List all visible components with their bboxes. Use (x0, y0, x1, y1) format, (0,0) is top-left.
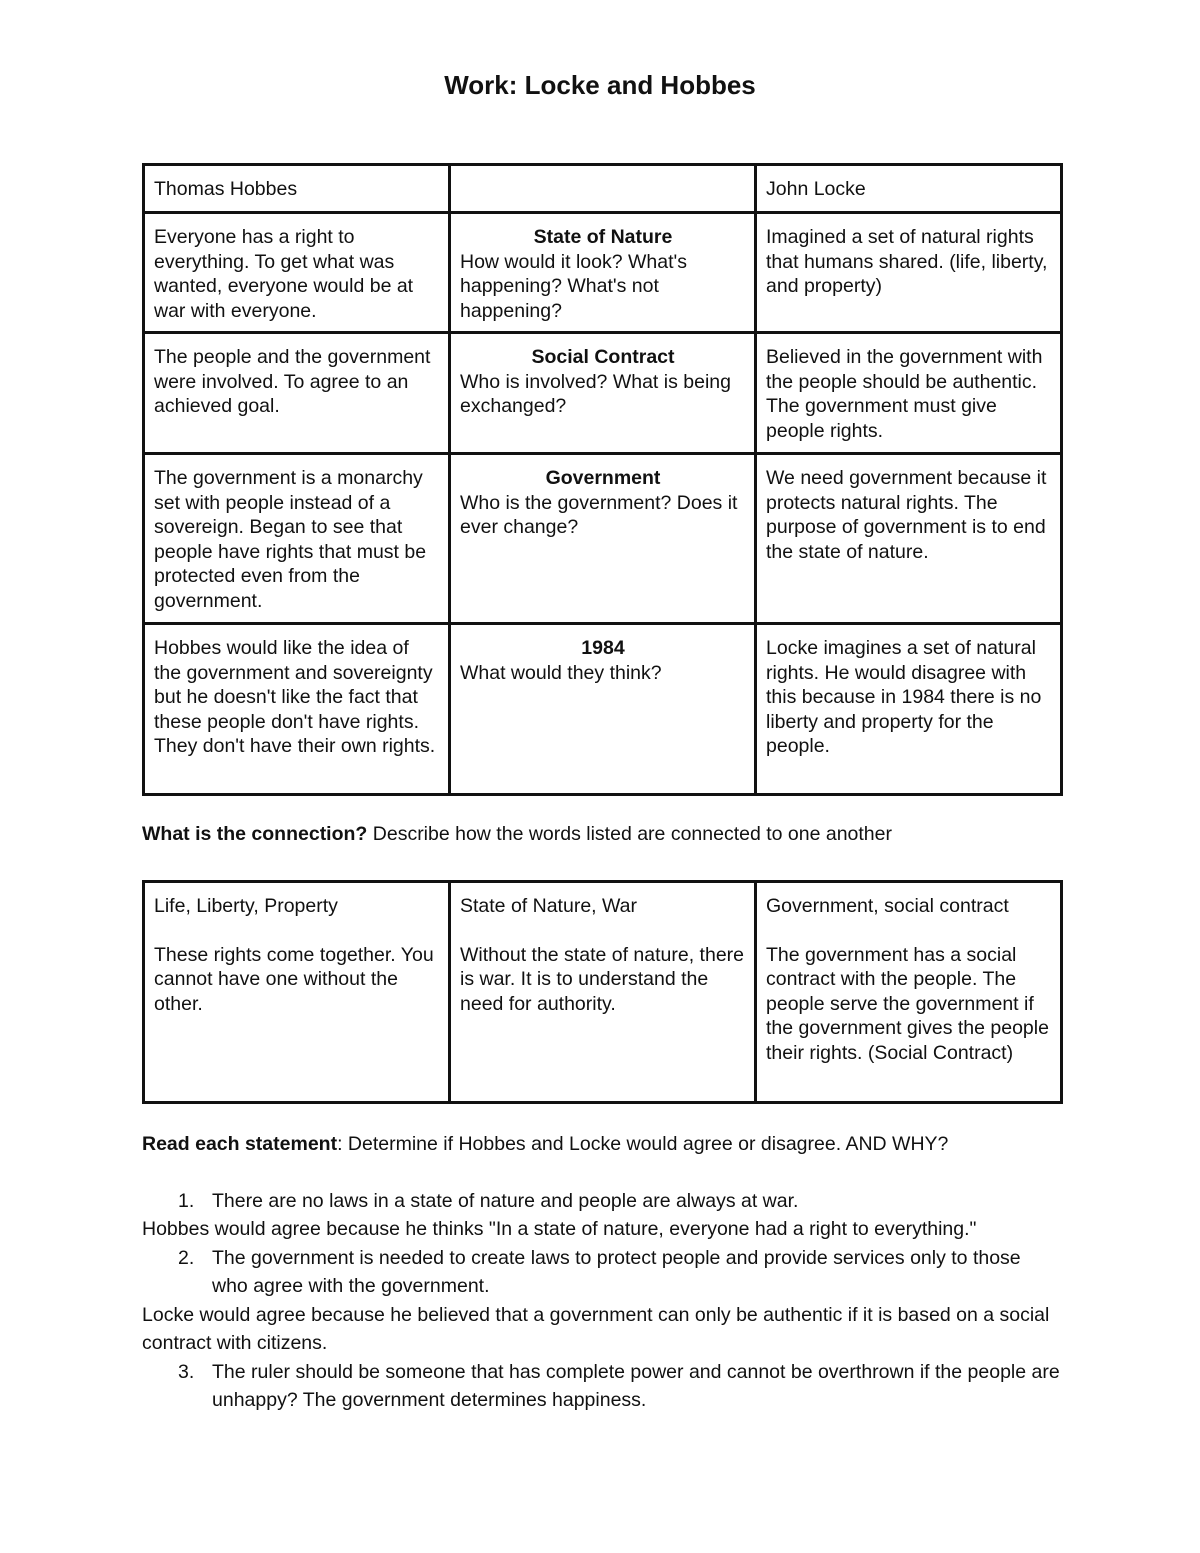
statement-text: There are no laws in a state of nature and people are always at war. (212, 1189, 799, 1212)
topic-heading: Social Contract (531, 346, 675, 368)
hobbes-cell: The government is a monarchy set with people instead of a sovereign. Began to see that people have rights that must be protected even from the government. (144, 454, 450, 624)
comparison-table (142, 163, 1063, 796)
statement-number: 3. (178, 1360, 195, 1383)
header-topic (450, 165, 756, 213)
header-locke: John Locke (756, 165, 1062, 213)
hobbes-cell: The people and the government were involved. To agree to an achieved goal. (144, 333, 450, 454)
locke-cell: We need government because it protects natural rights. The purpose of government is to end the state of nature. (756, 454, 1062, 624)
connection-table (142, 880, 1063, 1104)
table-row (144, 624, 1062, 795)
hobbes-cell: Everyone has a right to everything. To get what was wanted, everyone would be at war with everyone. (144, 213, 450, 333)
table-row (144, 213, 1062, 333)
topic-prompt: What would they think? (460, 661, 662, 684)
connection-text: Describe how the words listed are connected to one another (367, 823, 892, 845)
connection-cell (756, 882, 1062, 1103)
connection-terms: Government, social contract (766, 895, 1009, 917)
connection-instruction (142, 823, 892, 846)
hobbes-cell: Hobbes would like the idea of the government and sovereignty but he doesn't like the fact that these people don't have rights. They don't have their own rights. (144, 624, 450, 795)
topic-prompt: How would it look? What's happening? What's not happening? (460, 250, 687, 322)
connection-label: What is the connection? (142, 823, 368, 845)
statement-item (142, 1358, 1060, 1415)
topic-heading: Government (545, 467, 661, 489)
topic-cell (450, 213, 756, 333)
statement-number: 1. (178, 1189, 195, 1212)
locke-cell: Imagined a set of natural rights that humans shared. (life, liberty, and property) (756, 213, 1062, 333)
statement-number: 2. (178, 1246, 195, 1269)
statement-answer: Hobbes would agree because he thinks "In a state of nature, everyone had a right to everything." (142, 1218, 977, 1240)
page-title: Work: Locke and Hobbes (444, 70, 756, 100)
statement-text: The government is needed to create laws to protect people and provide services only to those who agree with the government. (212, 1246, 1021, 1297)
statement-text: The ruler should be someone that has complete power and cannot be overthrown if the people are unhappy? The government determines happiness. (212, 1360, 1060, 1411)
statements-label: Read each statement (142, 1133, 338, 1155)
topic-prompt: Who is the government? Does it ever change? (460, 491, 738, 538)
connection-terms: State of Nature, War (460, 895, 638, 917)
table-row (144, 882, 1062, 1103)
header-hobbes: Thomas Hobbes (144, 165, 450, 213)
table-row (144, 333, 1062, 454)
topic-heading: 1984 (581, 637, 625, 659)
connection-terms: Life, Liberty, Property (154, 895, 338, 917)
topic-heading: State of Nature (533, 226, 673, 248)
table-header-row (144, 165, 1062, 213)
connection-answer: These rights come together. You cannot have one without the other. (154, 943, 434, 1015)
connection-answer: Without the state of nature, there is war. It is to understand the need for authority. (460, 943, 744, 1015)
statements-instruction (142, 1130, 1060, 1159)
statement-answer: Locke would agree because he believed that a government can only be authentic if it is based on a social contract with citizens. (142, 1303, 1050, 1354)
topic-prompt: Who is involved? What is being exchanged? (460, 370, 731, 417)
statement-item (142, 1187, 1060, 1216)
statements-text: : Determine if Hobbes and Locke would agree or disagree. AND WHY? (337, 1133, 949, 1155)
statement-item (142, 1244, 1060, 1301)
connection-cell (144, 882, 450, 1103)
topic-cell (450, 454, 756, 624)
locke-cell: Believed in the government with the people should be authentic. The government must give people rights. (756, 333, 1062, 454)
connection-answer: The government has a social contract with the people. The people serve the government if the government gives the people their rights. (Social Contract) (766, 943, 1049, 1064)
locke-cell: Locke imagines a set of natural rights. He would disagree with this because in 1984 there is no liberty and property for the people. (756, 624, 1062, 795)
statements-section (142, 1130, 1060, 1415)
table-row (144, 454, 1062, 624)
topic-cell (450, 624, 756, 795)
connection-cell (450, 882, 756, 1103)
topic-cell (450, 333, 756, 454)
